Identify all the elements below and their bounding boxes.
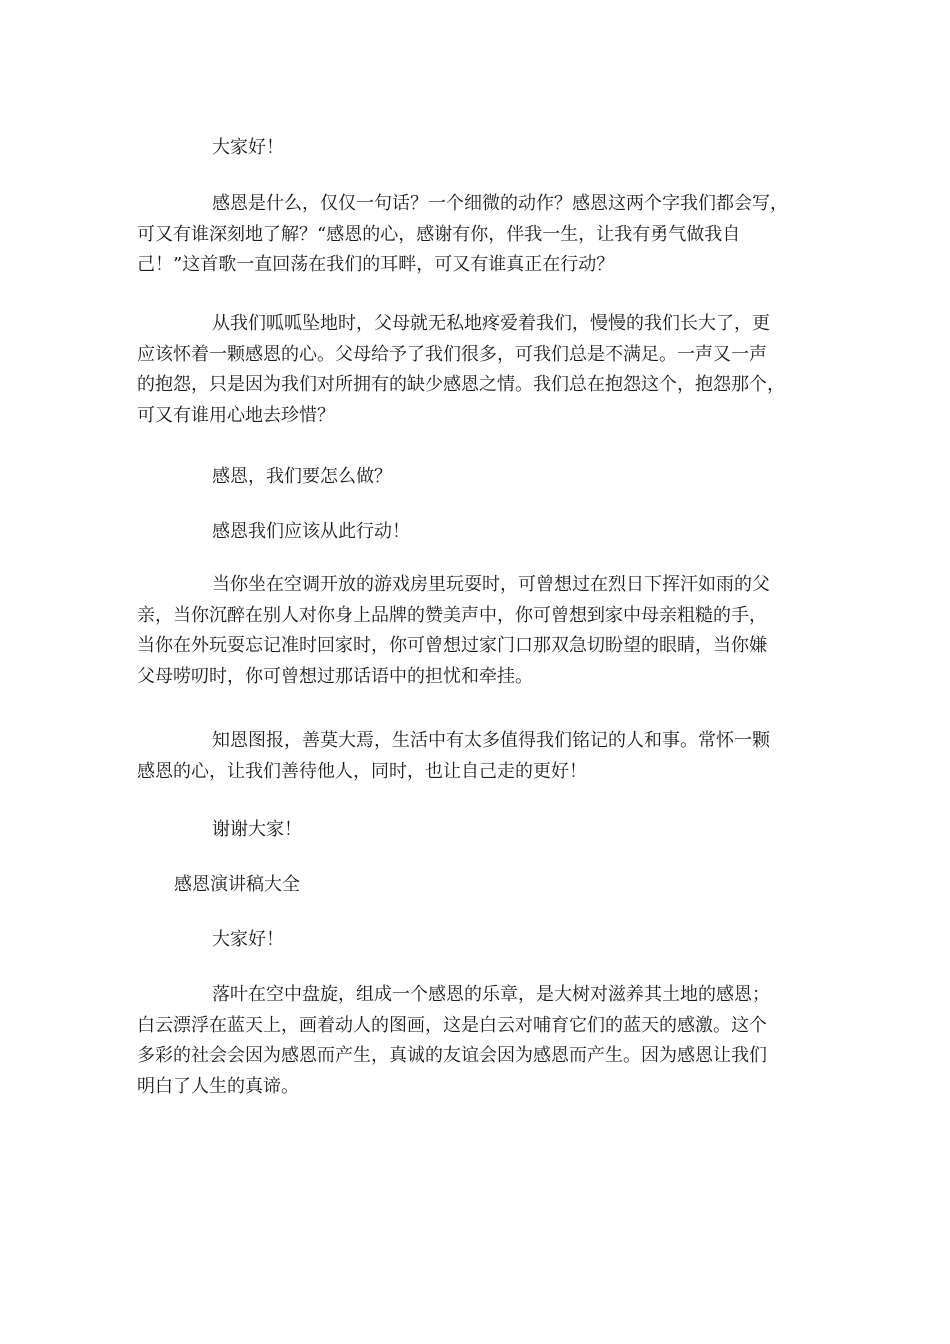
paragraph-7-text: 谢谢大家！	[212, 819, 302, 840]
paragraph-5	[137, 570, 820, 692]
paragraph-1	[137, 189, 820, 281]
greeting-1-text: 大家好！	[212, 137, 284, 158]
paragraph-5-line: 亲，当你沉醉在别人对你身上品牌的赞美声中，你可曾想到家中母亲粗糙的手，	[137, 604, 767, 626]
paragraph-7	[137, 815, 820, 846]
paragraph-6-line: 感恩的心，让我们善待他人，同时，也让自己走的更好！	[137, 760, 587, 782]
paragraph-3	[137, 462, 820, 493]
paragraph-6-line: 知恩图报，善莫大焉，生活中有太多值得我们铭记的人和事。常怀一颗	[212, 730, 770, 751]
paragraph-5-line: 当你在外玩耍忘记准时回家时，你可曾想过家门口那双急切盼望的眼睛，当你嫌	[137, 635, 767, 656]
section-title: 感恩演讲稿大全	[174, 874, 300, 895]
paragraph-4-text: 感恩我们应该从此行动！	[212, 521, 410, 542]
paragraph-1-line: 可又有谁深刻地了解？“感恩的心，感谢有你，伴我一生，让我有勇气做我自	[137, 223, 741, 245]
greeting-2-text: 大家好！	[212, 929, 284, 950]
paragraph-2-line: 可又有谁用心地去珍惜？	[137, 404, 335, 426]
paragraph-5-line: 当你坐在空调开放的游戏房里玩耍时，可曾想过在烈日下挥汗如雨的父	[212, 574, 770, 595]
paragraph-8-line: 白云漂浮在蓝天上，画着动人的图画，这是白云对哺育它们的蓝天的感激。这个	[137, 1014, 767, 1036]
paragraph-2	[137, 309, 820, 431]
paragraph-8-line: 多彩的社会会因为感恩而产生，真诚的友谊会因为感恩而产生。因为感恩让我们	[137, 1045, 767, 1066]
paragraph-2-line: 的抱怨，只是因为我们对所拥有的缺少感恩之情。我们总在抱怨这个，抱怨那个，	[137, 374, 785, 395]
paragraph-8-line: 明白了人生的真谛。	[137, 1075, 299, 1097]
paragraph-6	[137, 726, 820, 787]
paragraph-3-text: 感恩，我们要怎么做？	[212, 466, 392, 487]
greeting-2	[137, 925, 820, 956]
paragraph-1-line: 感恩是什么，仅仅一句话？一个细微的动作？感恩这两个字我们都会写，	[212, 193, 788, 214]
paragraph-4	[137, 517, 820, 548]
greeting-1	[137, 133, 820, 164]
paragraph-1-line: 己！”这首歌一直回荡在我们的耳畔，可又有谁真正在行动？	[137, 254, 615, 275]
paragraph-2-line: 从我们呱呱坠地时，父母就无私地疼爱着我们，慢慢的我们长大了，更	[212, 313, 770, 334]
paragraph-8	[137, 980, 820, 1102]
paragraph-5-line: 父母唠叨时，你可曾想过那话语中的担忧和牵挂。	[137, 665, 533, 687]
paragraph-2-line: 应该怀着一颗感恩的心。父母给予了我们很多，可我们总是不满足。一声又一声	[137, 343, 767, 365]
paragraph-8-line: 落叶在空中盘旋，组成一个感恩的乐章，是大树对滋养其土地的感恩；	[212, 984, 770, 1005]
